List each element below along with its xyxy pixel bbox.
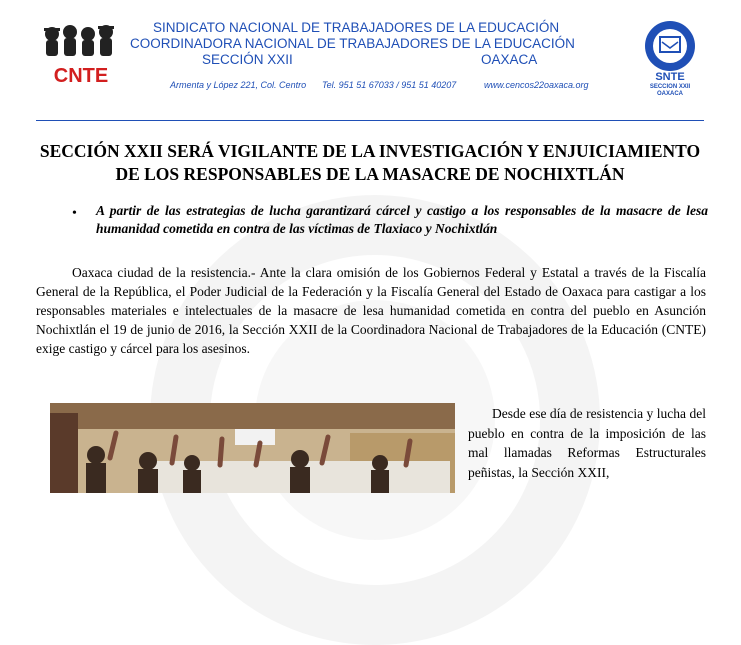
cnte-logo: [40, 20, 122, 92]
header-city: OAXACA: [481, 52, 538, 67]
snte-logo-subtext-2: OAXACA: [656, 91, 684, 96]
header-phone: Tel. 951 51 67033 / 951 51 40207: [322, 80, 457, 90]
header-union-name: SINDICATO NACIONAL DE TRABAJADORES DE LA EDUCACIÓN: [153, 20, 560, 35]
article-paragraph-1: Oaxaca ciudad de la resistencia.- Ante la clara omisión de los Gobiernos Federal y Estatal a través de la Fiscalía General de la República, el Poder Judicial de la Federación y la Fiscalía General del Estado de Oaxaca para castigar a los responsables materiales e intelectuales de la masacre de lesa humanidad cometida en contra del pueblo en Asunción Nochixtlán el 19 de junio de 2016, la Sección XXII de la Coordinadora Nacional de Trabajadores de la Educación (CNTE) exige castigo y cárcel para los asesinos.: [36, 265, 706, 356]
header-coordinator-name: COORDINADORA NACIONAL DE TRABAJADORES DE LA EDUCACIÓN: [130, 36, 575, 51]
snte-logo-text: SNTE: [655, 71, 685, 83]
article-title: [36, 140, 704, 186]
header-website[interactable]: www.cencos22oaxaca.org: [484, 80, 589, 90]
header-section: SECCIÓN XXII: [202, 52, 293, 67]
article-subtitle: A partir de las estrategias de lucha garantizará cárcel y castigo a los responsables de la masacre de lesa humanidad cometida en contra de las víctimas de Tlaxiaco y Nochixtlán: [96, 203, 708, 236]
snte-logo-subtext: SECCION XXII: [649, 84, 691, 90]
article-title-line-1: SECCIÓN XXII SERÁ VIGILANTE DE LA INVESTIGACIÓN Y ENJUICIAMIENTO: [39, 141, 701, 161]
article-paragraph-2: Desde ese día de resistencia y lucha del pueblo en contra de la imposición de las mal llamadas Reformas Estructurales peñistas, la Sección XXII,: [468, 406, 706, 480]
header-divider: [36, 120, 704, 121]
protest-photo: [50, 403, 455, 493]
cnte-logo-text: CNTE: [53, 65, 109, 87]
header-address: Armenta y López 221, Col. Centro: [170, 80, 307, 90]
article-title-line-2: DE LOS RESPONSABLES DE LA MASACRE DE NOCHIXTLÁN: [115, 164, 625, 184]
snte-seal-logo: [638, 20, 702, 96]
bullet-marker: •: [72, 206, 77, 221]
